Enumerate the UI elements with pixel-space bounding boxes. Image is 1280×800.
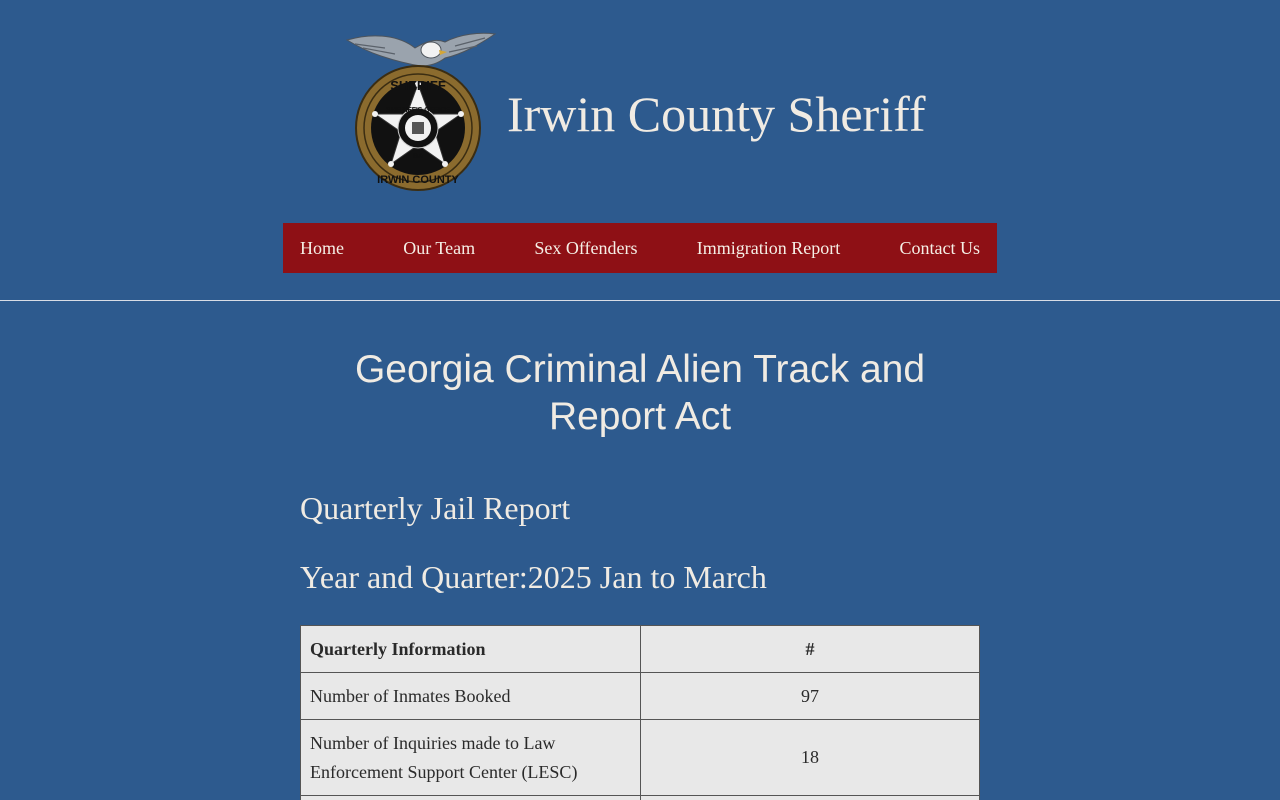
nav-item-our-team[interactable]: Our Team: [403, 237, 476, 258]
site-header: [0, 0, 1280, 301]
table-header-row: [301, 626, 980, 673]
row-value: 97: [641, 673, 980, 720]
main-nav: [283, 223, 997, 273]
sheriff-badge-eagle-icon[interactable]: [345, 30, 497, 195]
column-header-count: #: [641, 626, 980, 673]
quarterly-report-table: [300, 625, 980, 800]
report-period: Year and Quarter:2025 Jan to March: [300, 559, 767, 595]
page-title: Georgia Criminal Alien Track and Report Act: [354, 348, 926, 438]
nav-item-home[interactable]: Home: [300, 237, 344, 258]
nav-item-sex-offenders[interactable]: Sex Offenders: [534, 237, 638, 258]
row-label: Number of Inmates Booked: [301, 673, 641, 720]
nav-item-contact-us[interactable]: Contact Us: [899, 237, 980, 258]
site-title[interactable]: Irwin County Sheriff: [507, 86, 926, 142]
table-row: [301, 720, 980, 796]
row-value: 18: [641, 720, 980, 796]
row-label: Number of Inquiries made to Law Enforcement Support Center (LESC): [301, 720, 641, 796]
row-label: [301, 796, 641, 800]
badge-top-text: SHERIFF: [390, 78, 446, 93]
badge-bottom-text: IRWIN COUNTY: [377, 174, 459, 186]
nav-item-immigration-report[interactable]: Immigration Report: [696, 237, 841, 258]
header-divider: [0, 300, 1280, 301]
badge-inner-text: SHERIFF'S OFFICE: [386, 107, 450, 114]
row-value: [641, 796, 980, 800]
table-row: [301, 796, 980, 800]
report-subtitle: Quarterly Jail Report: [300, 490, 571, 526]
column-header-info: Quarterly Information: [301, 626, 641, 673]
table-row: [301, 673, 980, 720]
badge-state-text: GA: [412, 153, 424, 160]
